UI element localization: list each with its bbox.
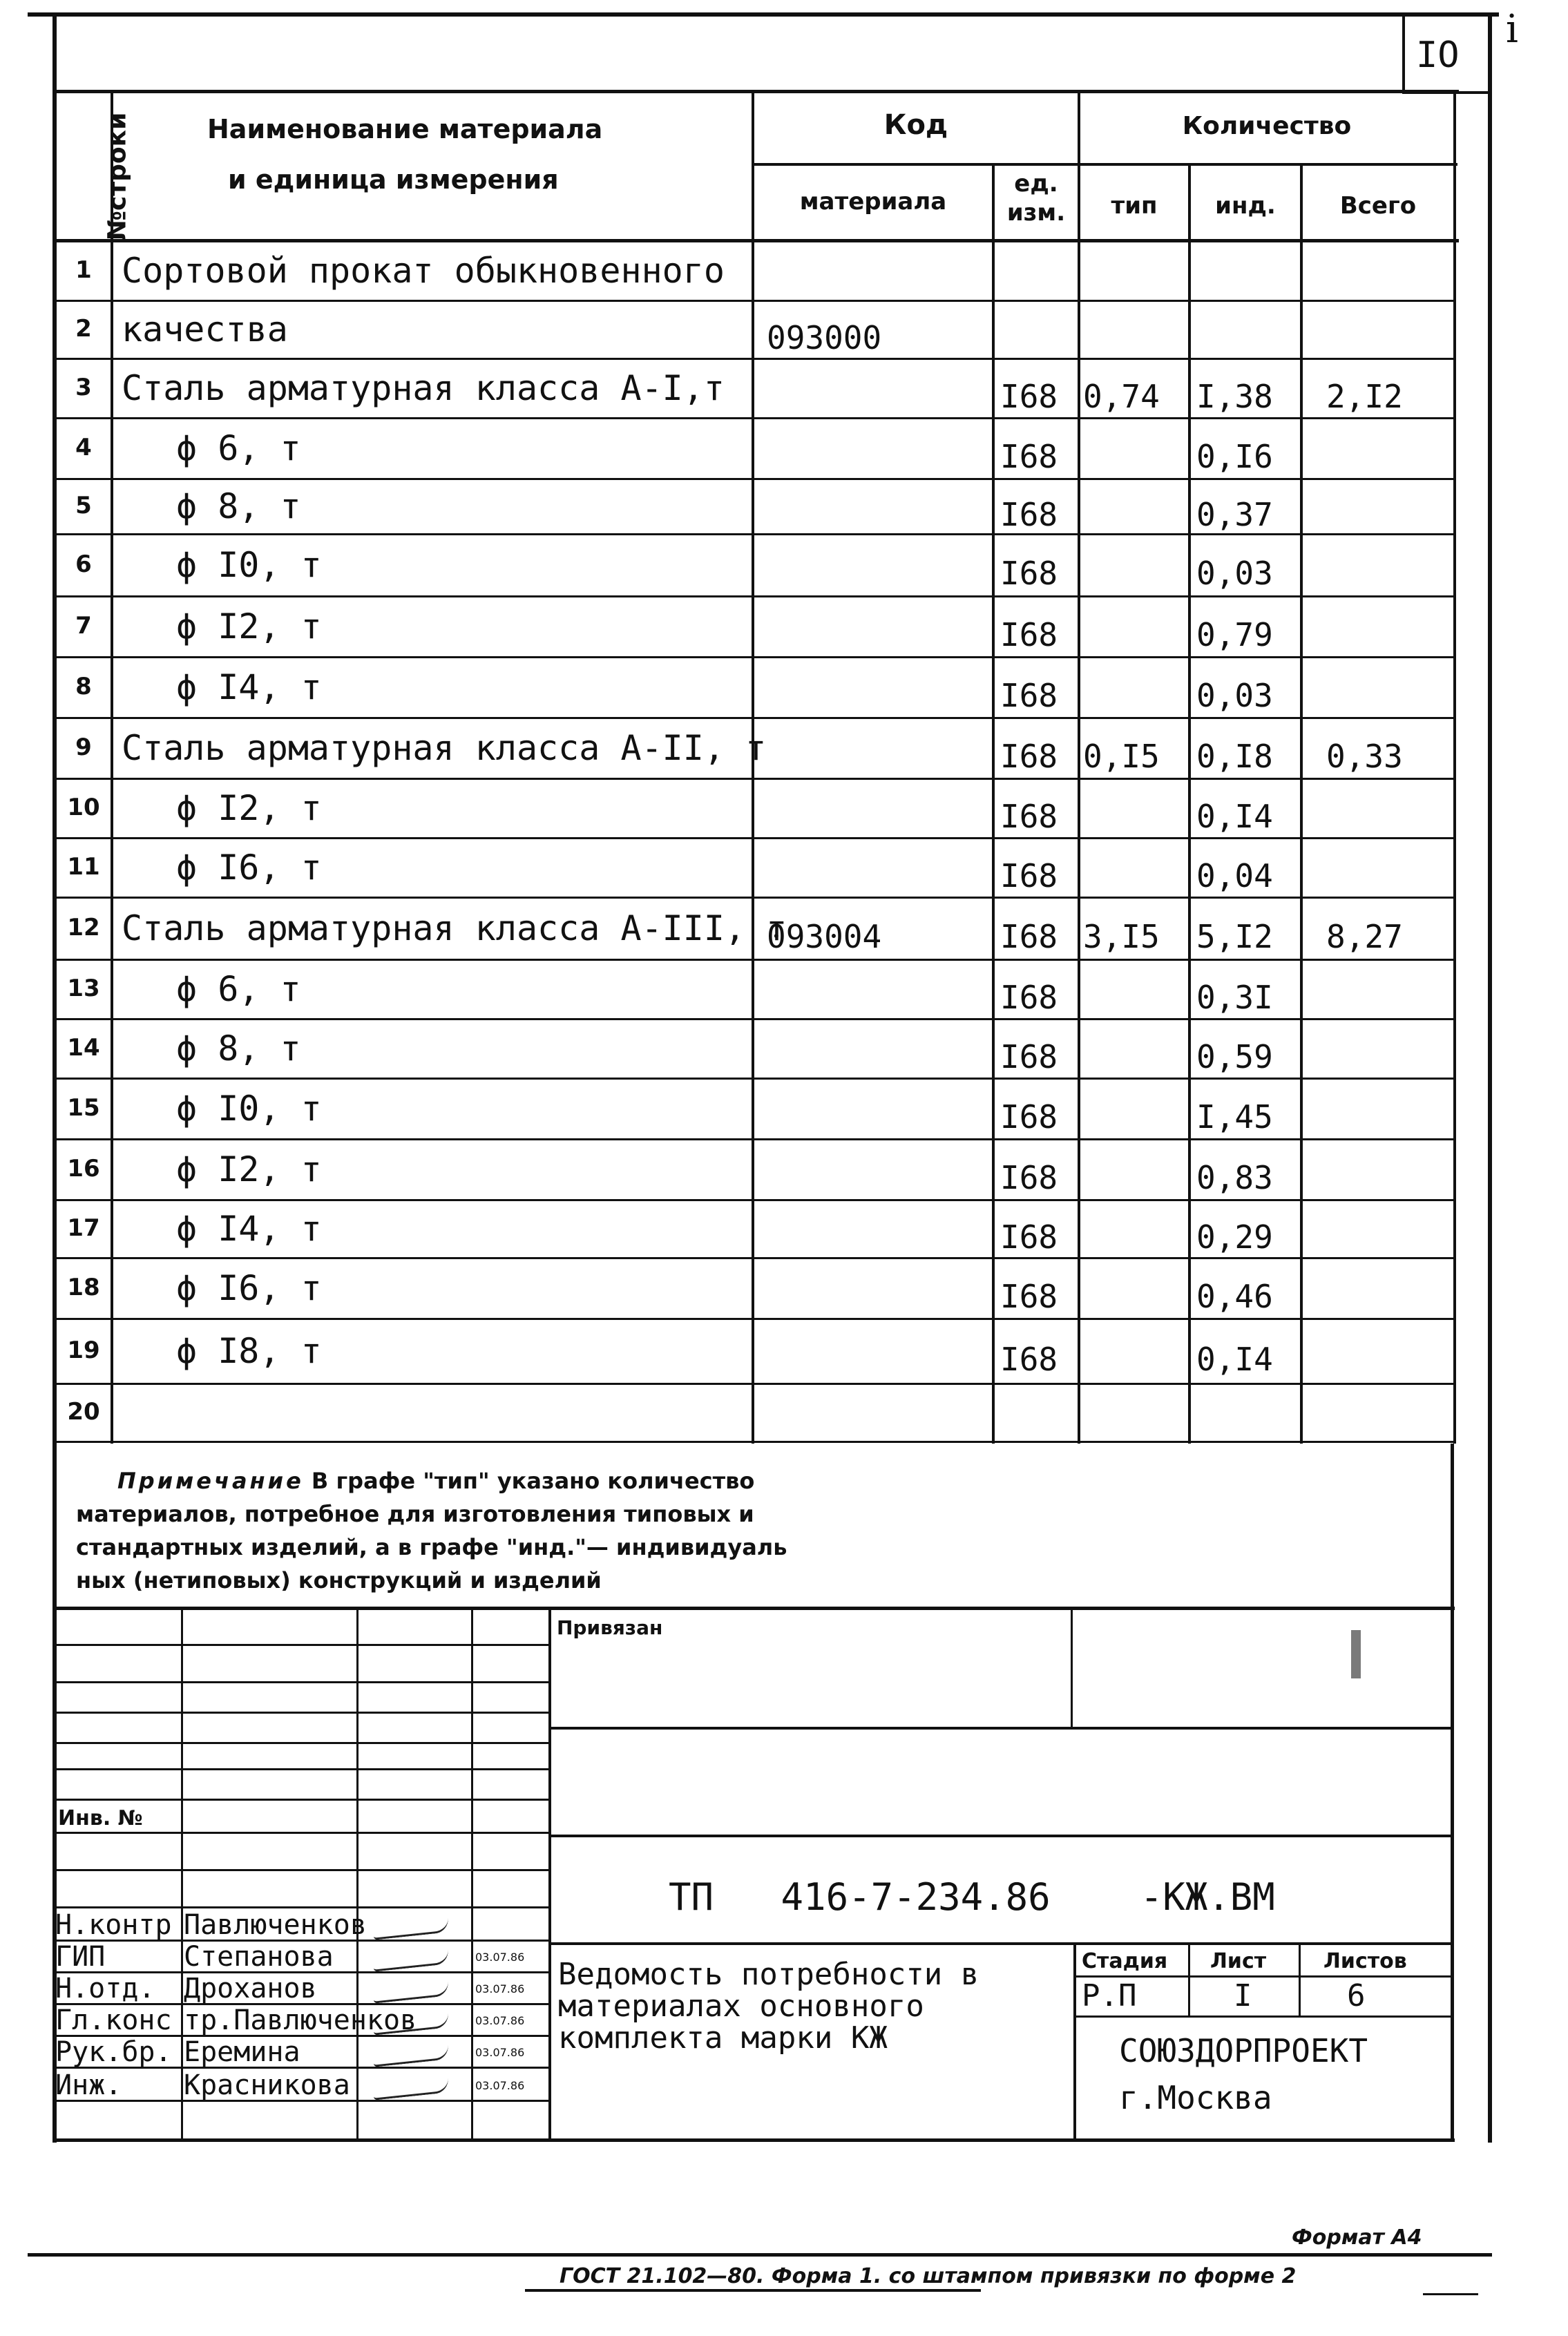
org-line1: СОЮЗДОРПРОЕКТ [1119, 2032, 1368, 2069]
header-unit-line1: ед. [1014, 170, 1058, 198]
col-line-right [1453, 90, 1456, 1444]
row-line [57, 778, 1456, 780]
material-name: ϕ I0, т [176, 545, 322, 585]
material-name: ϕ I4, т [176, 1209, 322, 1249]
row-line [57, 1018, 1456, 1020]
unit-code: I68 [1000, 918, 1058, 955]
qty-typ: 0,I5 [1083, 738, 1160, 775]
header-typ: тип [1111, 192, 1158, 220]
unit-code: I68 [1000, 979, 1058, 1016]
doc-title-line2: материалах основного [558, 1989, 924, 2024]
signer-date: 03.07.86 [475, 2046, 525, 2059]
signer-name: Дроханов [184, 1973, 317, 2004]
format-label: Формат А4 [1292, 2225, 1422, 2250]
stamp-grid-line [52, 1832, 550, 1834]
signature-icon [372, 1981, 450, 2003]
qty-ind: 0,I6 [1196, 438, 1273, 475]
material-name: ϕ I4, т [176, 667, 322, 707]
col-line-ind [1188, 163, 1191, 1444]
signer-date: 03.07.86 [475, 2014, 525, 2027]
signer-name: Еремина [184, 2036, 300, 2068]
stamp-grid-line [52, 1681, 550, 1683]
header-material: материала [799, 188, 947, 216]
row-number: 1 [75, 256, 92, 284]
sheets-value: 6 [1347, 1978, 1366, 2013]
col-line-total [1300, 163, 1303, 1444]
material-name: Сталь арматурная класса А-III, т [122, 908, 787, 948]
unit-code: I68 [1000, 1159, 1058, 1196]
unit-code: I68 [1000, 496, 1058, 533]
material-name: ϕ 8, т [176, 486, 301, 526]
signer-role: Н.контр [55, 1909, 172, 1941]
row-line [57, 1199, 1456, 1201]
row-number: 3 [75, 374, 92, 401]
row-number: 19 [67, 1337, 100, 1364]
sheet-label: Лист [1210, 1949, 1267, 1973]
frame-top [28, 12, 1499, 17]
stamp-grid-line [52, 1799, 550, 1801]
qty-ind: 0,37 [1196, 496, 1273, 533]
row-number: 18 [67, 1274, 100, 1301]
stamp-grid-line [52, 1712, 550, 1714]
unit-code: I68 [1000, 857, 1058, 894]
signature-icon [372, 1949, 450, 1971]
qty-ind: 0,83 [1196, 1159, 1273, 1196]
stamp-grid-line [52, 1742, 550, 1744]
row-line [57, 595, 1456, 597]
frame-right [1488, 15, 1492, 2143]
material-name: ϕ I2, т [176, 1149, 322, 1189]
unit-code: I68 [1000, 1098, 1058, 1136]
sheets-label: Листов [1323, 1949, 1407, 1973]
material-name: ϕ I0, т [176, 1089, 322, 1129]
row-line [57, 417, 1456, 419]
org-line2: г.Москва [1119, 2079, 1272, 2116]
signer-name: тр.Павлюченков [184, 2004, 417, 2036]
material-name: ϕ I8, т [176, 1331, 322, 1371]
row-line [57, 358, 1456, 360]
qty-ind: 0,03 [1196, 555, 1273, 592]
signer-role: Рук.бр. [55, 2036, 172, 2068]
qty-ind: 0,59 [1196, 1038, 1273, 1075]
scan-mark [1351, 1630, 1361, 1678]
row-line [57, 959, 1456, 961]
qty-total: 8,27 [1326, 918, 1403, 955]
doc-code: ТП 416-7-234.86 -КЖ.ВМ [669, 1875, 1275, 1919]
qty-ind: 0,3I [1196, 979, 1273, 1016]
material-code: 093000 [767, 319, 882, 356]
signer-role: Инж. [55, 2069, 122, 2101]
material-name: Сталь арматурная класса А-II, т [122, 728, 767, 768]
material-name: Сталь арматурная класса А-I,т [122, 368, 725, 408]
col-line-unit [992, 163, 995, 1444]
signer-date: 03.07.86 [475, 2079, 525, 2092]
material-name: ϕ 8, т [176, 1028, 301, 1069]
frame-bottom [28, 2253, 1492, 2257]
header-name-line1: Наименование материала [207, 114, 603, 144]
table-top-line [57, 90, 1459, 93]
unit-code: I68 [1000, 738, 1058, 775]
row-line [57, 533, 1456, 535]
stamp-grid-line [52, 1906, 550, 1908]
stage-value: Р.П [1082, 1978, 1137, 2013]
note-line4: ных (нетиповых) конструкций и изделий [76, 1567, 602, 1593]
qty-total: 2,I2 [1326, 378, 1403, 415]
row-line [57, 897, 1456, 899]
row-number: 2 [75, 315, 92, 343]
qty-ind: 0,I4 [1196, 1341, 1273, 1378]
sheet-value: I [1234, 1978, 1252, 2013]
row-line [57, 837, 1456, 839]
material-name: ϕ I2, т [176, 606, 322, 647]
material-name: ϕ I2, т [176, 788, 322, 828]
header-name-line2: и единица измерения [228, 164, 559, 195]
inv-no-label: Инв. № [58, 1806, 143, 1830]
unit-code: I68 [1000, 378, 1058, 415]
header-quantity: Количество [1182, 112, 1352, 140]
material-code: 093004 [767, 918, 882, 955]
row-number: 7 [75, 612, 92, 640]
header-ind: инд. [1215, 192, 1276, 220]
signer-name: Павлюченков [184, 1909, 367, 1941]
signature-icon [372, 2045, 450, 2067]
qty-typ: 0,74 [1083, 378, 1160, 415]
signer-name: Красникова [184, 2069, 350, 2101]
row-number: 20 [67, 1398, 100, 1426]
row-number: 9 [75, 734, 92, 761]
unit-code: I68 [1000, 616, 1058, 653]
signature-icon [372, 2078, 450, 2100]
row-line [57, 656, 1456, 658]
doc-title-line1: Ведомость потребности в [558, 1957, 979, 1992]
unit-code: I68 [1000, 1218, 1058, 1256]
row-number: 10 [67, 794, 100, 821]
row-number: 13 [67, 975, 100, 1002]
header-code: Код [883, 109, 948, 141]
material-name: Сортовой прокат обыкновенного [122, 251, 725, 291]
qty-ind: 0,I4 [1196, 798, 1273, 835]
header-unit-line2: изм. [1006, 199, 1066, 227]
row-number: 16 [67, 1155, 100, 1183]
row-line [57, 300, 1456, 302]
row-number: 8 [75, 673, 92, 700]
note [76, 1464, 787, 1597]
material-name: качества [122, 309, 288, 350]
row-number: 4 [75, 434, 92, 461]
doc-title-line3: комплекта марки КЖ [558, 2020, 888, 2056]
unit-code: I68 [1000, 1278, 1058, 1315]
row-line [57, 1441, 1456, 1443]
note-line2: материалов, потребное для изготовления типовых и [76, 1501, 754, 1527]
note-line1: В графе "тип" указано количество [303, 1468, 755, 1494]
note-label: Примечание [117, 1468, 304, 1494]
unit-code: I68 [1000, 438, 1058, 475]
row-line [57, 1383, 1456, 1385]
signer-role: Н.отд. [55, 1973, 155, 2004]
corner-mark: i [1506, 7, 1518, 52]
qty-ind: 0,04 [1196, 857, 1273, 894]
row-number: 5 [75, 492, 92, 519]
col-line-typ [1078, 90, 1080, 1444]
qty-ind: 5,I2 [1196, 918, 1273, 955]
unit-code: I68 [1000, 1341, 1058, 1378]
stamp-grid-line [52, 1644, 550, 1646]
qty-ind: 0,I8 [1196, 738, 1273, 775]
row-number: 6 [75, 551, 92, 578]
row-line [57, 1138, 1456, 1140]
signature-icon [372, 1917, 450, 1940]
row-line [57, 1257, 1456, 1259]
qty-total: 0,33 [1326, 738, 1403, 775]
sheet-number: IO [1416, 35, 1460, 76]
row-number: 15 [67, 1094, 100, 1122]
row-number: 11 [67, 853, 100, 881]
material-name: ϕ 6, т [176, 428, 301, 468]
signer-date: 03.07.86 [475, 1982, 525, 1995]
note-line3: стандартных изделий, а в графе "инд."— индивидуаль [76, 1534, 787, 1560]
unit-code: I68 [1000, 677, 1058, 714]
signer-name: Степанова [184, 1941, 334, 1973]
qty-ind: 0,03 [1196, 677, 1273, 714]
qty-ind: 0,79 [1196, 616, 1273, 653]
header-row-no: №строки [103, 112, 132, 241]
privyazan-label: Привязан [557, 1616, 663, 1639]
qty-ind: 0,46 [1196, 1278, 1273, 1315]
stamp-grid-line [52, 1869, 550, 1871]
doc-title [558, 1959, 979, 2054]
header-total: Всего [1339, 192, 1417, 220]
qty-ind: I,45 [1196, 1098, 1273, 1136]
signer-role: ГИП [55, 1941, 106, 1973]
qty-typ: 3,I5 [1083, 918, 1160, 955]
row-number: 12 [67, 914, 100, 941]
col-line-rownum [111, 90, 113, 1444]
signer-role: Гл.конс [55, 2004, 172, 2036]
row-line [57, 717, 1456, 719]
unit-code: I68 [1000, 555, 1058, 592]
row-line [57, 1078, 1456, 1080]
material-name: ϕ 6, т [176, 969, 301, 1009]
stage-label: Стадия [1082, 1949, 1168, 1973]
qty-ind: I,38 [1196, 378, 1273, 415]
row-number: 14 [67, 1034, 100, 1062]
signer-date: 03.07.86 [475, 1951, 525, 1964]
material-name: ϕ I6, т [176, 1268, 322, 1308]
row-line [57, 478, 1456, 480]
qty-ind: 0,29 [1196, 1218, 1273, 1256]
material-name: ϕ I6, т [176, 848, 322, 888]
unit-code: I68 [1000, 1038, 1058, 1075]
stamp-grid-line [52, 1768, 550, 1770]
unit-code: I68 [1000, 798, 1058, 835]
row-line [57, 1318, 1456, 1320]
row-number: 17 [67, 1214, 100, 1242]
footer-text: ГОСТ 21.102—80. Форма 1. со штампом привязки по форме 2 [560, 2264, 1297, 2288]
